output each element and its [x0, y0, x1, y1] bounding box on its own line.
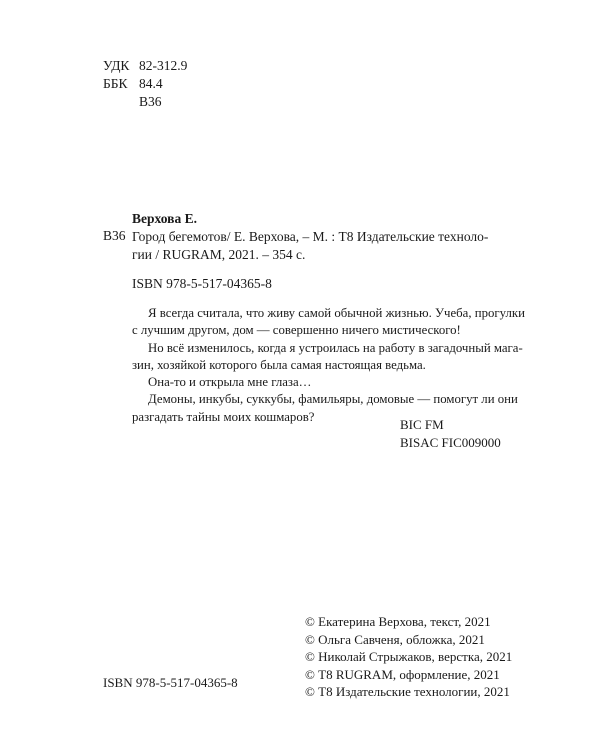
- udk-row: [103, 58, 187, 74]
- annotation-line: Но всё изменилось, когда я устроилась на работу в загадочный мага-: [148, 340, 523, 355]
- author-mark-value: В36: [139, 94, 162, 109]
- annotation-line: Она-то и открыла мне глаза…: [148, 375, 312, 390]
- copyright-line: © Екатерина Верхова, текст, 2021: [305, 614, 491, 629]
- annotation-line: зин, хозяйкой которого была самая настоящая ведьма.: [132, 357, 426, 372]
- copyright-line: © Т8 Издательские технологии, 2021: [305, 684, 510, 699]
- bbk-value: 84.4: [139, 76, 163, 91]
- udk-value: 82-312.9: [139, 58, 188, 73]
- catalog-description: [132, 228, 500, 263]
- description-line: Город бегемотов/ Е. Верхова, – М. : Т8 Издательские техноло-: [132, 229, 489, 244]
- description-line: гии / RUGRAM, 2021. – 354 с.: [132, 246, 306, 262]
- copyright-line: © Т8 RUGRAM, оформление, 2021: [305, 666, 500, 682]
- copyright-line: © Ольга Савченя, обложка, 2021: [305, 631, 485, 647]
- footer-isbn: ISBN 978-5-517-04365-8: [103, 675, 238, 690]
- annotation-line: Демоны, инкубы, суккубы, фамильяры, домовые — помогут ли они: [148, 392, 518, 407]
- subject-codes: [400, 416, 501, 451]
- copyright-block: [305, 613, 512, 701]
- catalog-isbn: ISBN 978-5-517-04365-8: [132, 276, 272, 291]
- catalog-author: Верхова Е.: [132, 211, 197, 226]
- author-mark-row: [103, 94, 162, 110]
- bisac-code: BISAC FIC009000: [400, 434, 501, 450]
- catalog-code: В36: [103, 228, 126, 243]
- bic-code: BIC FM: [400, 417, 444, 432]
- annotation-line: разгадать тайны моих кошмаров?: [132, 409, 315, 424]
- bbk-row: [103, 76, 163, 92]
- bbk-label: ББК: [103, 76, 128, 91]
- annotation: [132, 305, 525, 426]
- annotation-line: с лучшим другом, дом — совершенно ничего мистического!: [132, 323, 461, 338]
- copyright-line: © Николай Стрыжаков, верстка, 2021: [305, 649, 513, 664]
- annotation-line: Я всегда считала, что живу самой обычной жизнью. Учеба, прогулки: [148, 306, 525, 320]
- udk-label: УДК: [103, 58, 130, 73]
